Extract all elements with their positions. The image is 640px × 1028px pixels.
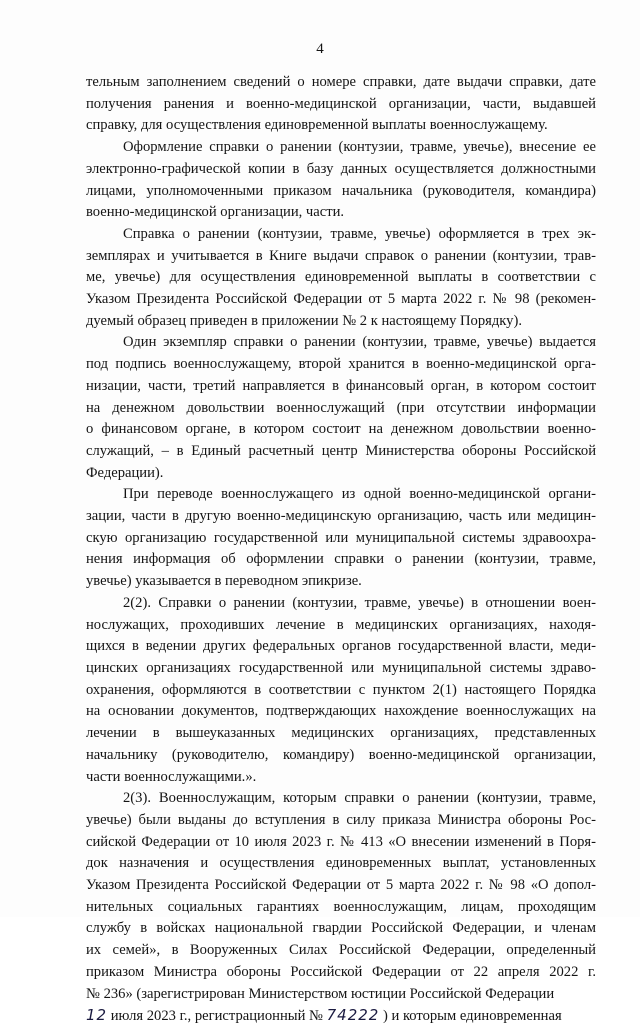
- text-line: низации, части, третий направляется в финансовый орган, в котором состоит: [86, 377, 596, 394]
- text-line: нительных социальных гарантиях военнослужащим, лицам, проходящим: [86, 898, 596, 915]
- text-line: их семей», в Вооруженных Силах Российской Федерации, определенный: [86, 942, 596, 959]
- text-line: увечье) были выданы до вступления в силу приказа Министра обороны Рос-: [86, 811, 596, 828]
- text-line: щихся в ведении других федеральных органов государственной власти, меди-: [86, 638, 596, 655]
- text-line: Оформление справки о ранении (контузии, травме, увечье), внесение ее: [123, 139, 596, 156]
- text-line: под подпись военнослужащему, второй хранится в военно-медицинской орга-: [86, 356, 596, 373]
- registration-text-tail: ) и которым единовременная: [379, 1008, 562, 1025]
- handwritten-day: 12: [86, 1006, 108, 1025]
- text-line: Указом Президента Российской Федерации от 5 марта 2022 г. № 98 «О допол-: [86, 877, 596, 894]
- handwritten-registration-number: 74222: [326, 1006, 380, 1025]
- text-line: увечье) указывается в переводном эпикризе.: [86, 573, 362, 590]
- text-line: о финансовом органе, в котором состоит на денежном довольствии военно-: [86, 421, 596, 438]
- text-line: цинских организациях государственной или муниципальной системы здраво-: [86, 659, 596, 676]
- paragraph: [86, 224, 596, 333]
- text-line: службу в войсках национальной гвардии Российской Федерации, и членам: [86, 920, 596, 937]
- text-line: справку, для осуществления единовременной выплаты военнослужащему.: [86, 117, 548, 134]
- text-line: начальнику (руководителю, командиру) военно-медицинской организации,: [86, 746, 596, 763]
- paragraph: [86, 137, 596, 224]
- text-line: военно-медицинской организации, части.: [86, 204, 345, 221]
- text-line: тельным заполнением сведений о номере справки, дате выдачи справки, дате: [86, 74, 596, 90]
- text-line: сийской Федерации от 10 июля 2023 г. № 413 «О внесении изменений в Поря-: [86, 833, 596, 850]
- text-line: лицами, уполномоченными приказом начальника (руководителя, командира): [86, 182, 596, 199]
- text-line: Федерации).: [86, 464, 164, 481]
- text-line: земплярах и учитывается в Книге выдачи справок о ранении (контузии, трав-: [86, 247, 596, 264]
- paragraph: [86, 72, 596, 137]
- text-line: служащий, – в Единый расчетный центр Министерства обороны Российской: [86, 442, 596, 459]
- text-line: Указом Президента Российской Федерации от 5 марта 2022 г. № 98 (рекомен-: [86, 291, 596, 308]
- paragraph: [86, 484, 596, 593]
- document-body: [86, 72, 596, 1028]
- text-line: получения ранения и военно-медицинской организации, части, выдавшей: [86, 95, 596, 112]
- text-line: нения информация об оформлении справки о ранении (контузии, травме,: [86, 551, 596, 568]
- paragraph: [86, 332, 596, 484]
- page-number: 4: [316, 41, 324, 57]
- text-line: нослужащих, проходивших лечение в медицинских организациях, находя-: [86, 616, 596, 633]
- text-line: № 236» (зарегистрирован Министерством юстиции Российской Федерации: [86, 985, 555, 1002]
- text-line: 2(3). Военнослужащим, которым справки о ранении (контузии, травме,: [123, 790, 596, 807]
- text-line: на денежном довольствии военнослужащий (при отсутствии информации: [86, 399, 596, 416]
- text-line: лечении в вышеуказанных медицинских организациях, представленных: [86, 725, 596, 742]
- registration-text: июля 2023 г., регистрационный №: [107, 1008, 327, 1025]
- text-line: зации, части в другую военно-медицинскую организацию, часть или медицин-: [86, 508, 596, 525]
- text-line: При переводе военнослужащего из одной военно-медицинской органи-: [123, 486, 596, 503]
- text-line: Справка о ранении (контузии, травме, увечье) оформляется в трех эк-: [123, 225, 596, 242]
- text-line: на основании документов, подтверждающих нахождение военнослужащих на: [86, 703, 596, 720]
- paragraph: [86, 593, 596, 788]
- text-line: Один экземпляр справки о ранении (контузии, травме, увечье) выдается: [123, 334, 596, 351]
- text-line: части военнослужащими.».: [86, 768, 257, 785]
- text-line: охранения, оформляются в соответствии с пунктом 2(1) настоящего Порядка: [86, 681, 596, 698]
- text-line: электронно-графической копии в базу данных осуществляется должностными: [86, 160, 596, 177]
- text-line: приказом Министра обороны Российской Федерации от 22 апреля 2022 г.: [86, 963, 596, 980]
- text-line: 2(2). Справки о ранении (контузии, травме, увечье) в отношении воен-: [123, 594, 596, 611]
- text-line: дуемый образец приведен в приложении № 2 к настоящему Порядку).: [86, 312, 522, 329]
- text-line: скую организацию государственной или муниципальной системы здравоохра-: [86, 529, 596, 546]
- paragraph: [86, 788, 596, 1028]
- text-line-registration: [86, 1005, 596, 1028]
- text-line: ме, увечье) для осуществления единовременной выплаты в соответствии с: [86, 269, 596, 286]
- text-line: док назначения и осуществления единовременных выплат, установленных: [86, 855, 596, 872]
